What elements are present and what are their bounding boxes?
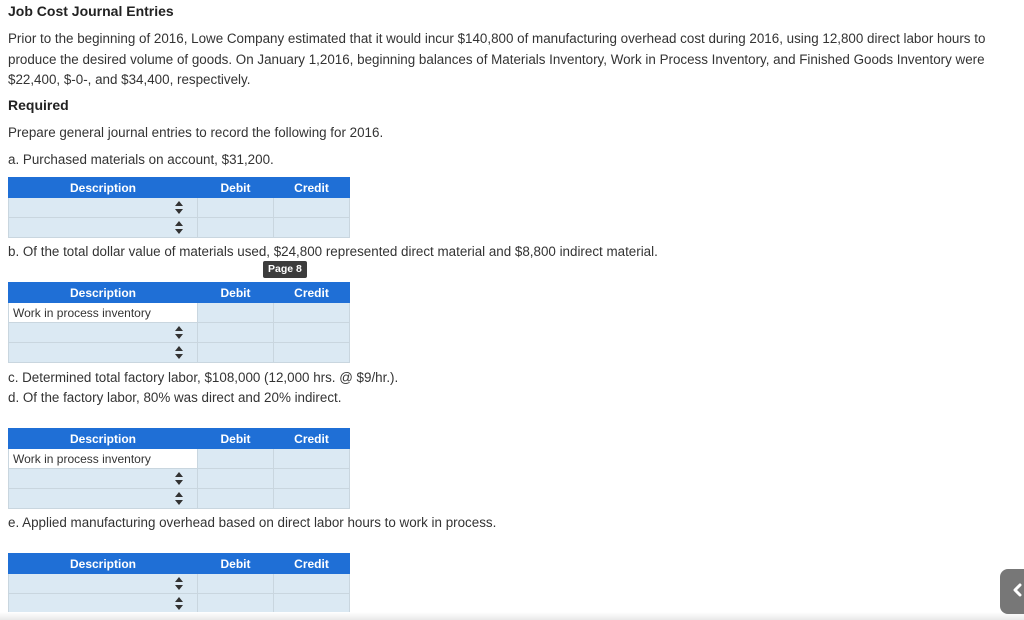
journal-table-e — [8, 553, 350, 614]
debit-header: Debit — [198, 429, 274, 449]
debit-input[interactable] — [198, 574, 274, 594]
debit-header: Debit — [198, 554, 274, 574]
table-row — [9, 218, 350, 238]
table-row — [9, 469, 350, 489]
credit-input[interactable] — [274, 449, 350, 469]
description-dropdown[interactable] — [9, 343, 198, 363]
updown-arrows-icon — [175, 492, 183, 505]
item-a-text: a. Purchased materials on account, $31,200. — [8, 152, 274, 167]
credit-header: Credit — [274, 178, 350, 198]
table-row — [9, 198, 350, 218]
description-dropdown[interactable] — [9, 198, 198, 218]
debit-input[interactable] — [198, 303, 274, 323]
updown-arrows-icon — [175, 221, 183, 234]
debit-header: Debit — [198, 283, 274, 303]
back-arrow-icon — [1012, 582, 1024, 598]
description-dropdown[interactable] — [9, 218, 198, 238]
credit-input[interactable] — [274, 489, 350, 509]
credit-input[interactable] — [274, 594, 350, 614]
table-row — [9, 489, 350, 509]
item-d-text: d. Of the factory labor, 80% was direct and 20% indirect. — [8, 390, 342, 405]
description-dropdown[interactable] — [9, 489, 198, 509]
back-button[interactable] — [1000, 569, 1024, 614]
description-dropdown[interactable] — [9, 594, 198, 614]
page-title: Job Cost Journal Entries — [8, 3, 174, 19]
item-e-text: e. Applied manufacturing overhead based on direct labor hours to work in process. — [8, 515, 497, 530]
updown-arrows-icon — [175, 346, 183, 359]
table-row — [9, 449, 350, 469]
debit-input[interactable] — [198, 489, 274, 509]
debit-header: Debit — [198, 178, 274, 198]
table-row — [9, 323, 350, 343]
debit-input[interactable] — [198, 323, 274, 343]
updown-arrows-icon — [175, 597, 183, 610]
table-row — [9, 343, 350, 363]
description-header: Description — [9, 178, 198, 198]
credit-header: Credit — [274, 554, 350, 574]
debit-input[interactable] — [198, 198, 274, 218]
bottom-shadow — [0, 612, 1024, 620]
credit-input[interactable] — [274, 323, 350, 343]
description-header: Description — [9, 283, 198, 303]
description-header: Description — [9, 554, 198, 574]
updown-arrows-icon — [175, 201, 183, 214]
debit-input[interactable] — [198, 218, 274, 238]
journal-table-cd — [8, 428, 350, 509]
credit-input[interactable] — [274, 218, 350, 238]
debit-input[interactable] — [198, 469, 274, 489]
problem-intro: Prior to the beginning of 2016, Lowe Company estimated that it would incur $140,800 of manufacturing overhead cost during 2016, using 12,800 direct labor hours to produce the desired volume of goods. On January 1,2016, beginning balances of Materials Inventory, Work in Process Inventory, and Finished Goods Inventory were $22,400, $-0-, and $34,400, respectively. — [8, 31, 986, 87]
required-label: Required — [8, 97, 69, 113]
description-header: Description — [9, 429, 198, 449]
debit-input[interactable] — [198, 449, 274, 469]
description-dropdown[interactable] — [9, 574, 198, 594]
credit-input[interactable] — [274, 343, 350, 363]
table-row — [9, 594, 350, 614]
table-row — [9, 574, 350, 594]
description-dropdown[interactable] — [9, 323, 198, 343]
credit-input[interactable] — [274, 198, 350, 218]
page-badge: Page 8 — [263, 261, 307, 278]
credit-input[interactable] — [274, 574, 350, 594]
description-cell: Work in process inventory — [9, 449, 198, 469]
journal-table-a — [8, 177, 350, 238]
credit-header: Credit — [274, 283, 350, 303]
journal-table-b — [8, 282, 350, 363]
updown-arrows-icon — [175, 326, 183, 339]
credit-header: Credit — [274, 429, 350, 449]
debit-input[interactable] — [198, 594, 274, 614]
instruction-text: Prepare general journal entries to record the following for 2016. — [8, 125, 384, 140]
debit-input[interactable] — [198, 343, 274, 363]
updown-arrows-icon — [175, 472, 183, 485]
table-row — [9, 303, 350, 323]
description-dropdown[interactable] — [9, 469, 198, 489]
description-cell: Work in process inventory — [9, 303, 198, 323]
item-b-text: b. Of the total dollar value of materials used, $24,800 represented direct material and $8,800 indirect material. — [8, 244, 658, 259]
updown-arrows-icon — [175, 577, 183, 590]
credit-input[interactable] — [274, 303, 350, 323]
credit-input[interactable] — [274, 469, 350, 489]
item-c-text: c. Determined total factory labor, $108,000 (12,000 hrs. @ $9/hr.). — [8, 370, 399, 385]
